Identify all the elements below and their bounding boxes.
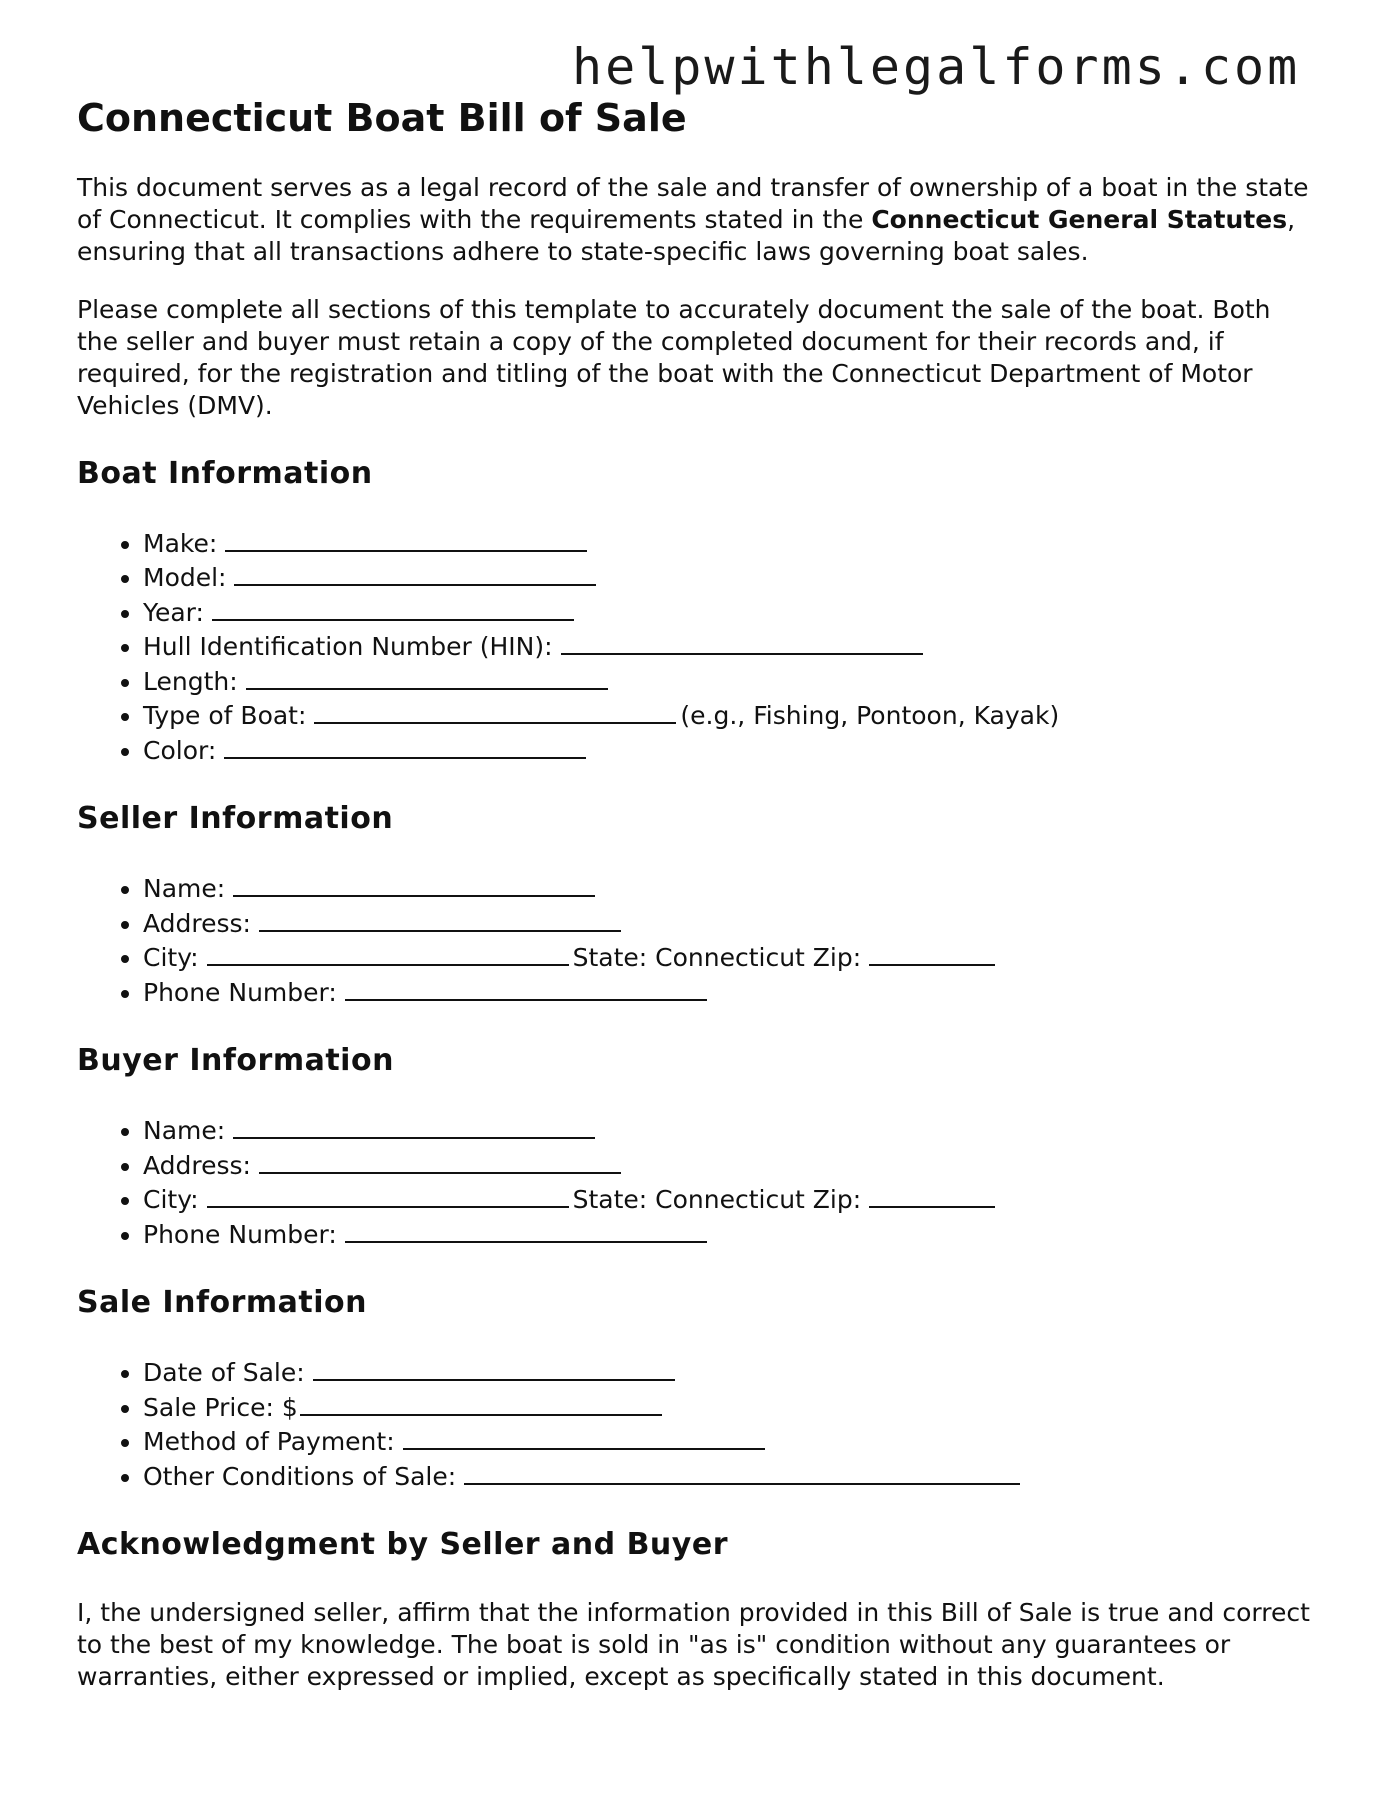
list-item [143, 1113, 1317, 1148]
intro-paragraph-1 [77, 172, 1317, 268]
list-item [143, 733, 1317, 768]
sale-price-label: Sale Price: $ [143, 1392, 298, 1422]
sale-date-label: Date of Sale: [143, 1358, 305, 1388]
acknowledgment-heading: Acknowledgment by Seller and Buyer [77, 1527, 728, 1563]
sale-information-heading: Sale Information [77, 1285, 367, 1321]
site-watermark: helpwithlegalforms.com [572, 38, 1301, 96]
buyer-information-list [77, 1113, 1317, 1251]
buyer-zip-field[interactable] [869, 1182, 995, 1208]
seller-city-field[interactable] [207, 940, 569, 966]
buyer-state-zip-label: State: Connecticut Zip: [572, 1185, 862, 1215]
list-item [143, 940, 1317, 975]
seller-name-field[interactable] [233, 871, 595, 897]
payment-method-field[interactable] [403, 1424, 765, 1450]
seller-information-list [77, 871, 1317, 1009]
buyer-address-label: Address: [143, 1150, 251, 1180]
buyer-information-heading: Buyer Information [77, 1043, 394, 1079]
boat-type-hint: (e.g., Fishing, Pontoon, Kayak) [680, 701, 1060, 731]
list-item [143, 1459, 1317, 1494]
seller-address-field[interactable] [259, 906, 621, 932]
intro-paragraph-2: Please complete all sections of this template to accurately document the sale of the boat. Both the seller and buyer must retain a copy of the completed document for their records and, if required, for the registration and titling of the boat with the Connecticut Department of Motor Vehicles (DMV). [77, 294, 1271, 420]
list-item [143, 698, 1317, 733]
list-item [143, 1148, 1317, 1183]
make-field[interactable] [225, 526, 587, 552]
model-field[interactable] [234, 560, 596, 586]
list-item [143, 871, 1317, 906]
intro-text-end: , ensuring that all transactions adhere to state-specific laws governing boat sales. [77, 204, 1296, 266]
buyer-city-label: City: [143, 1185, 199, 1215]
list-item [143, 526, 1317, 561]
list-item [143, 1217, 1317, 1252]
seller-zip-field[interactable] [869, 940, 995, 966]
hin-field[interactable] [561, 629, 923, 655]
sale-information-list [77, 1355, 1317, 1493]
page-title: Connecticut Boat Bill of Sale [77, 96, 687, 140]
boat-information-heading: Boat Information [77, 455, 373, 491]
other-conditions-label: Other Conditions of Sale: [143, 1461, 457, 1491]
color-field[interactable] [224, 733, 586, 759]
seller-phone-field[interactable] [345, 975, 707, 1001]
seller-state-zip-label: State: Connecticut Zip: [572, 943, 862, 973]
hin-label: Hull Identification Number (HIN): [143, 632, 553, 662]
list-item [143, 906, 1317, 941]
seller-name-label: Name: [143, 874, 226, 904]
buyer-phone-field[interactable] [345, 1217, 707, 1243]
seller-address-label: Address: [143, 908, 251, 938]
list-item [143, 1355, 1317, 1390]
sale-date-field[interactable] [313, 1355, 675, 1381]
color-label: Color: [143, 735, 217, 765]
list-item [143, 1390, 1317, 1425]
payment-method-label: Method of Payment: [143, 1427, 395, 1457]
year-field[interactable] [212, 595, 574, 621]
list-item [143, 975, 1317, 1010]
sale-price-field[interactable] [300, 1390, 662, 1416]
list-item [143, 1424, 1317, 1459]
other-conditions-field[interactable] [464, 1459, 1020, 1485]
buyer-phone-label: Phone Number: [143, 1219, 337, 1249]
seller-information-heading: Seller Information [77, 801, 394, 837]
statute-reference: Connecticut General Statutes [871, 204, 1288, 234]
buyer-address-field[interactable] [259, 1148, 621, 1174]
model-label: Model: [143, 563, 227, 593]
list-item [143, 629, 1317, 664]
list-item [143, 595, 1317, 630]
make-label: Make: [143, 528, 218, 558]
buyer-name-field[interactable] [233, 1113, 595, 1139]
acknowledgment-text: I, the undersigned seller, affirm that the information provided in this Bill of Sale is true and correct to the best of my knowledge. The boat is sold in "as is" condition without any guarantees or warranties, either expressed or implied, except as specifically stated in this document. [77, 1598, 1310, 1692]
length-label: Length: [143, 666, 238, 696]
year-label: Year: [143, 597, 204, 627]
intro-text-start: This document serves as a legal record of the sale and transfer of ownership of a boat in the state of Connecticut. It complies with the requirements stated in the [77, 172, 1309, 234]
buyer-city-field[interactable] [207, 1182, 569, 1208]
list-item [143, 664, 1317, 699]
list-item [143, 560, 1317, 595]
seller-phone-label: Phone Number: [143, 977, 337, 1007]
boat-type-field[interactable] [314, 698, 676, 724]
list-item [143, 1182, 1317, 1217]
length-field[interactable] [246, 664, 608, 690]
document-body [77, 96, 1317, 1719]
seller-city-label: City: [143, 943, 199, 973]
boat-information-list [77, 526, 1317, 768]
buyer-name-label: Name: [143, 1116, 226, 1146]
boat-type-label: Type of Boat: [143, 701, 307, 731]
